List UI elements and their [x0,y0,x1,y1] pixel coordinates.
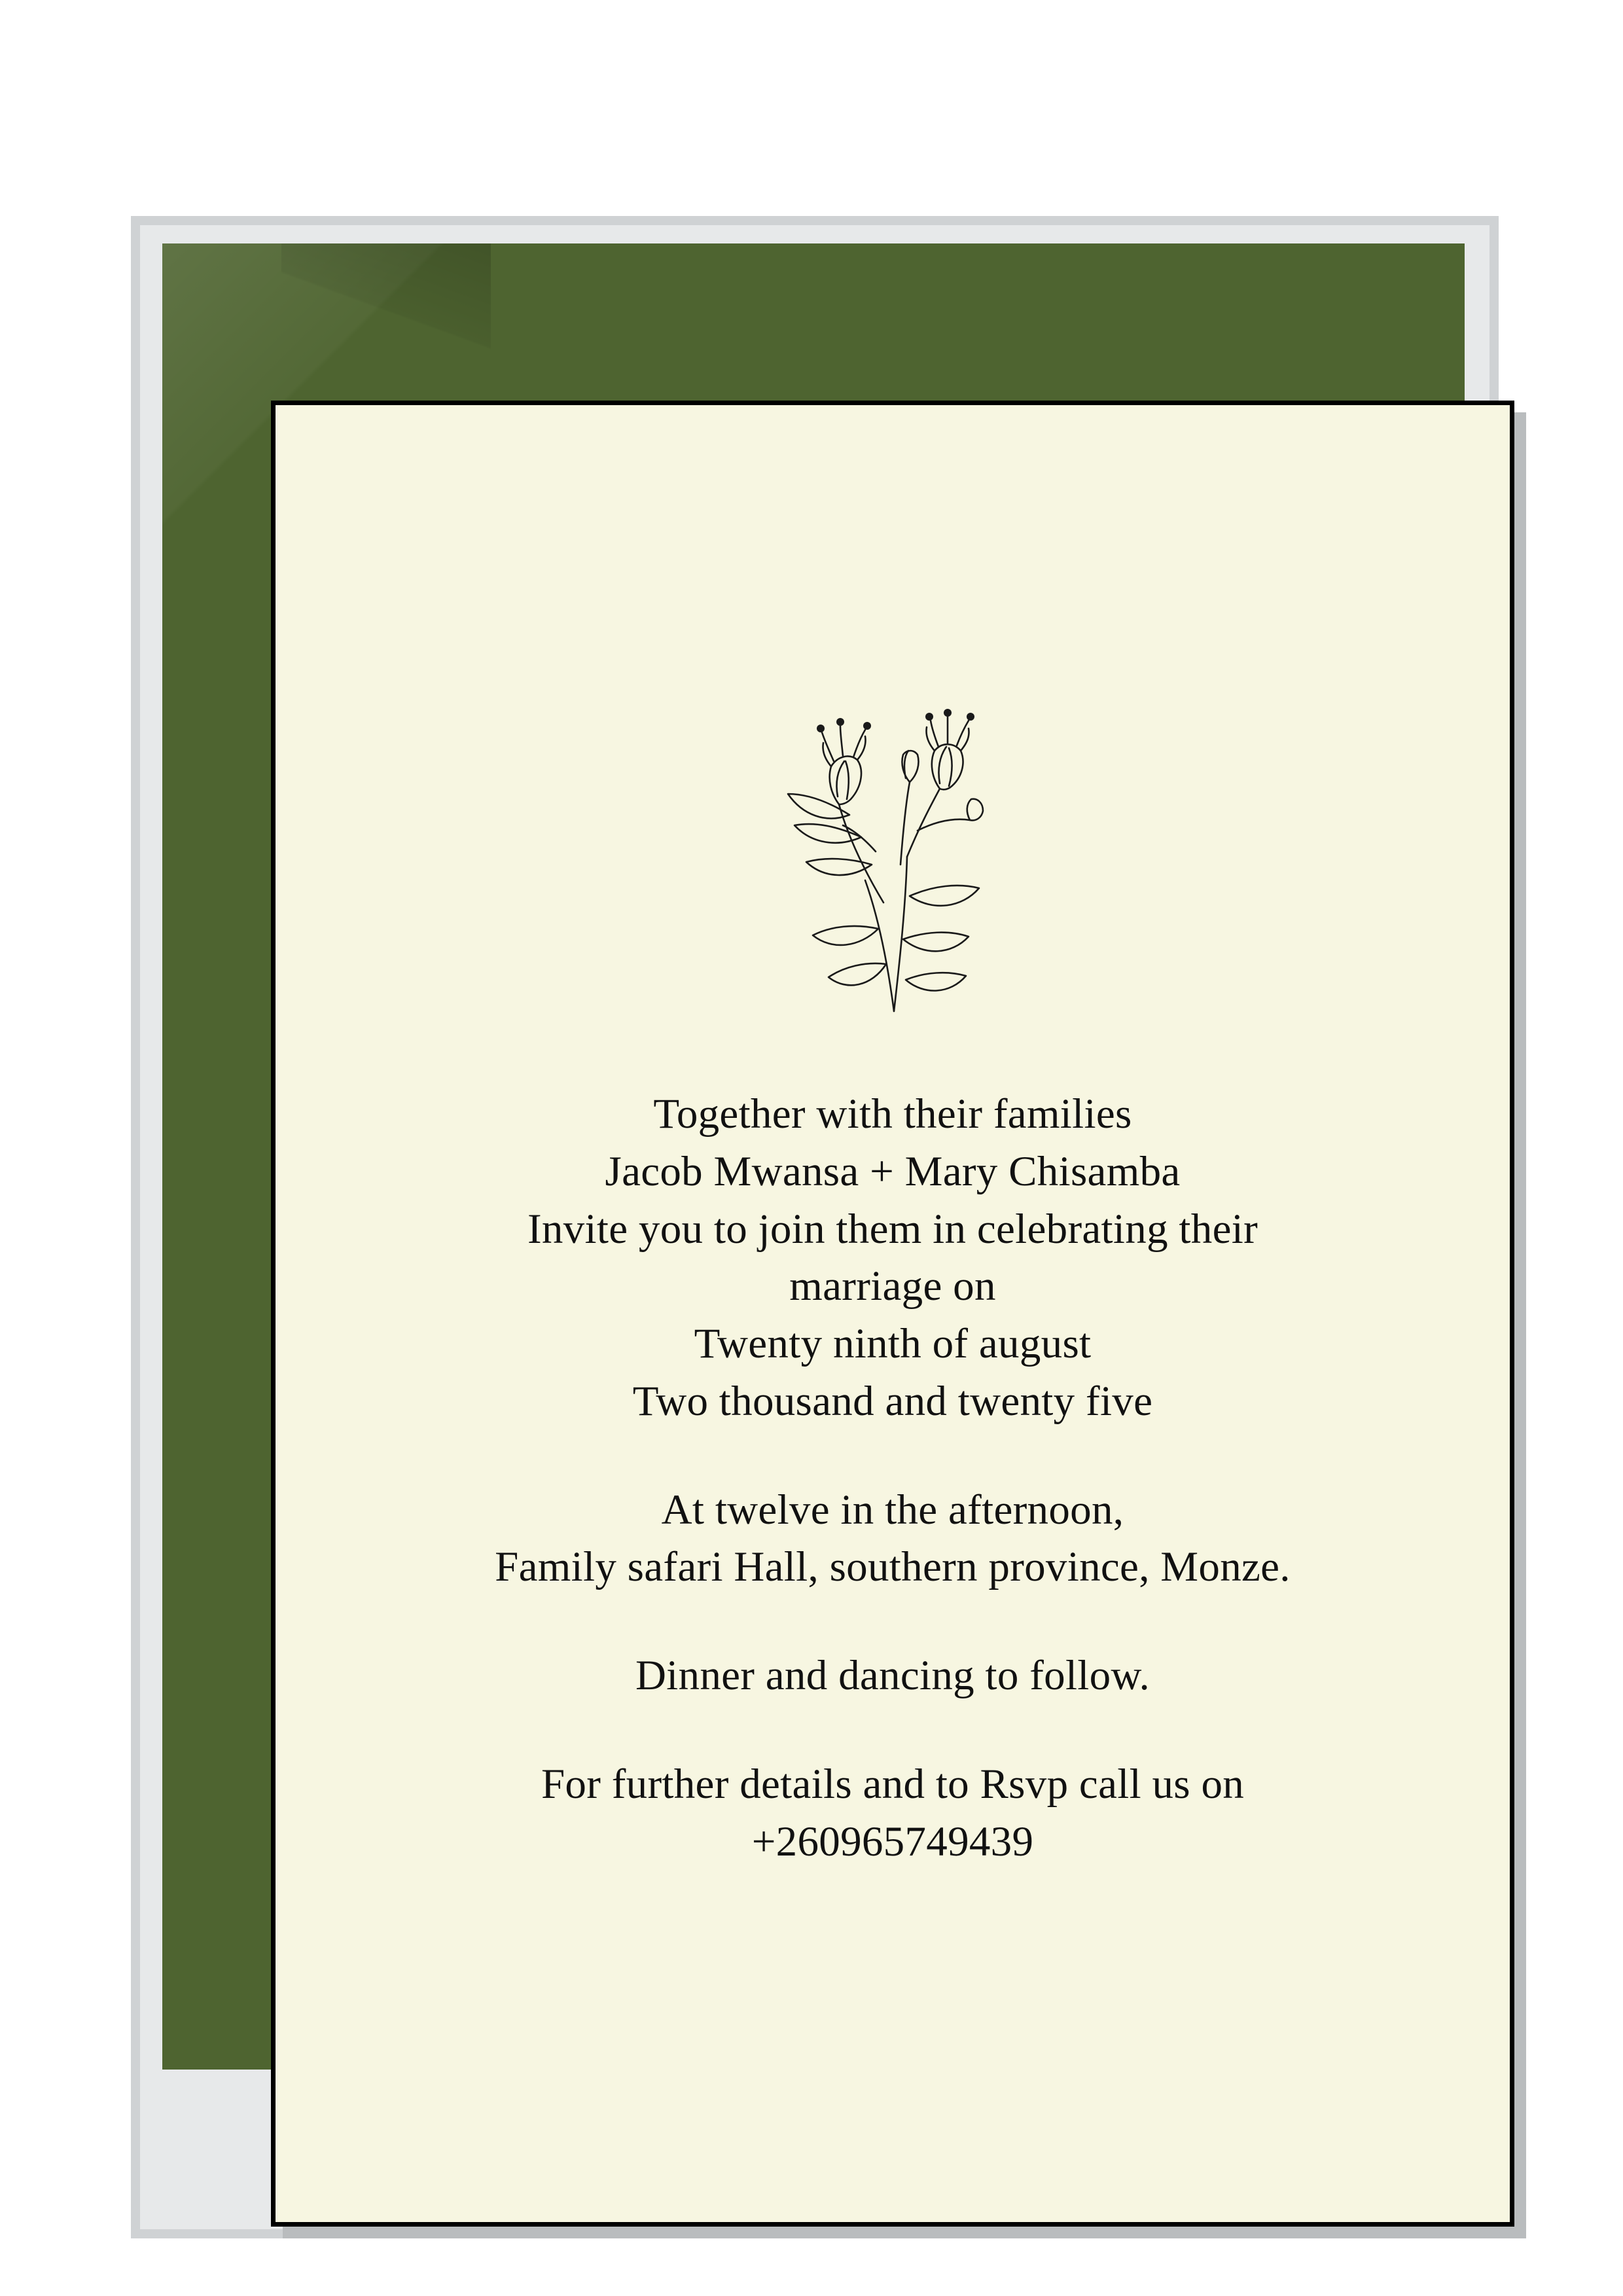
invitation-intro-line: Together with their families [653,1090,1132,1138]
invitation-when-where-block [348,1482,1438,1597]
invitation-time: At twelve in the afternoon, [661,1486,1124,1534]
invitation-rsvp-phone: +260965749439 [751,1818,1034,1865]
invitation-rsvp-text: For further details and to Rsvp call us on [541,1760,1245,1808]
invitation-intro-line: Invite you to join them in celebrating their [527,1205,1258,1253]
invitation-rsvp-block [348,1756,1438,1871]
invitation-text [348,1086,1438,1871]
invitation-couple-names: Jacob Mwansa + Mary Chisamba [605,1147,1181,1195]
invitation-reception-block [348,1647,1438,1705]
invitation-date-year: Two thousand and twenty five [632,1377,1153,1425]
invitation-card [271,401,1514,2227]
invitation-intro-block [348,1086,1438,1431]
invitation-intro-line: marriage on [789,1263,996,1310]
invitation-card-content [276,405,1510,2222]
invitation-venue: Family safari Hall, southern province, Monze. [495,1543,1291,1591]
invitation-reception-note: Dinner and dancing to follow. [635,1652,1150,1699]
floral-sprig-icon [709,621,1076,1014]
invitation-date-day: Twenty ninth of august [694,1320,1092,1367]
